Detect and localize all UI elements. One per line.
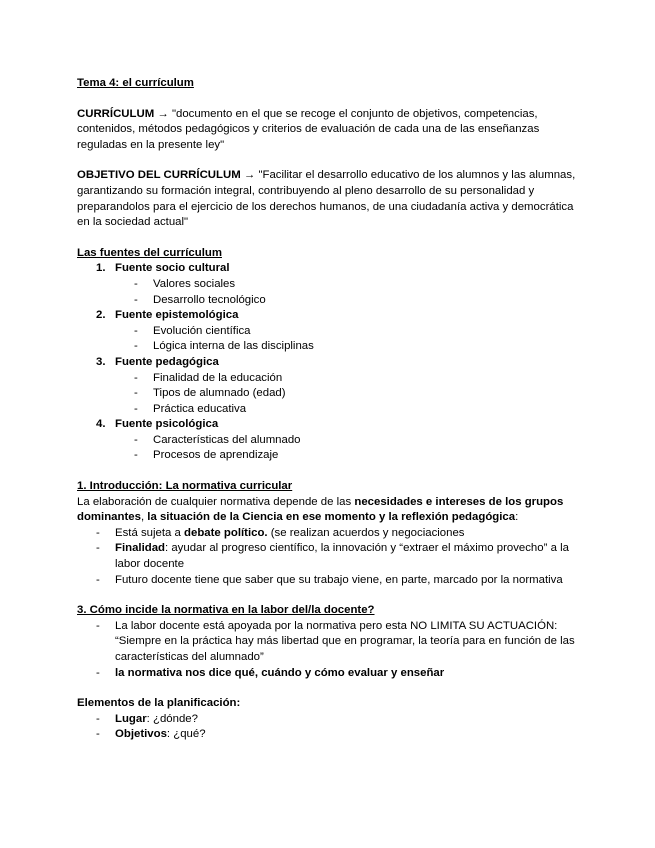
source-sublist (77, 324, 582, 355)
intro-text: La elaboración de cualquier normativa depende de las (77, 495, 355, 508)
source-sublist (77, 371, 582, 418)
item-bold-text: Lugar (115, 712, 147, 725)
section3-heading: 3. Cómo incide la normativa en la labor del/la docente? (77, 604, 375, 617)
planning-heading: Elementos de la planificación: (77, 697, 241, 710)
item-bold-text: Objetivos (115, 728, 167, 741)
curriculum-term: CURRÍCULUM (77, 107, 155, 120)
list-item: - La labor docente está apoyada por la normativa pero esta NO LIMITA SU ACTUACIÓN: “Siempre en la práctica hay más libertad que en programar, la teoría para en función de las características del alumnado” (77, 619, 582, 666)
item-text: : ayudar al progreso científico, la innovación y “extraer el máximo provecho” a la labor docente (115, 542, 569, 571)
intro-text: : (515, 511, 519, 524)
list-item (77, 526, 582, 542)
item-text: (se realizan acuerdos y negociaciones (267, 526, 465, 539)
source-item (77, 355, 582, 417)
intro-paragraph (77, 495, 582, 526)
source-number: 1. (96, 262, 106, 275)
list-item (77, 712, 582, 728)
page-title: Tema 4: el currículum (77, 77, 194, 89)
arrow-icon: → (154, 107, 172, 120)
source-subitem: - Valores sociales (77, 277, 582, 293)
source-number: 2. (96, 309, 106, 322)
source-subitem: - Finalidad de la educación (77, 371, 582, 387)
source-item (77, 417, 582, 464)
objective-definition (77, 168, 582, 230)
source-subitem: - Lógica interna de las disciplinas (77, 339, 582, 355)
curriculum-definition (77, 107, 582, 154)
list-item (77, 541, 582, 572)
source-subitem: - Desarrollo tecnológico (77, 293, 582, 309)
item-text: : ¿dónde? (146, 712, 198, 725)
list-item (77, 666, 582, 682)
item-text: : ¿qué? (166, 728, 206, 741)
arrow-icon: → (240, 169, 259, 182)
item-bold-text: la normativa nos dice qué, cuándo y cómo evaluar y enseñar (115, 666, 445, 679)
source-label: Fuente pedagógica (115, 355, 219, 368)
intro-bold-text: necesidades e intereses de los grupos dominantes (77, 495, 564, 524)
source-subitem: - Evolución científica (77, 324, 582, 340)
intro-list (77, 526, 582, 588)
objective-term: OBJETIVO DEL CURRÍCULUM (77, 169, 241, 182)
source-number: 3. (96, 355, 106, 368)
source-subitem: - Procesos de aprendizaje (77, 448, 582, 464)
intro-heading: 1. Introducción: La normativa curricular (77, 480, 293, 493)
source-label: Fuente epistemológica (115, 309, 239, 322)
intro-text: , (140, 511, 148, 524)
objective-text: "Facilitar el desarrollo educativo de los alumnos y las alumnas, garantizando su formación integral, contribuyendo al pleno desarrollo de su personalidad y preparandolos para el ejercicio de los derechos humanos, de una ciudadanía activa y democrática en la sociedad actual" (77, 169, 576, 229)
source-label: Fuente psicológica (115, 418, 219, 431)
document-page (77, 76, 582, 743)
source-label: Fuente socio cultural (115, 262, 230, 275)
intro-bold-text: la situación de la Ciencia en ese momento y la reflexión pedagógica (147, 511, 516, 524)
source-subitem: - Tipos de alumnado (edad) (77, 386, 582, 402)
source-sublist (77, 433, 582, 464)
sources-list (77, 261, 582, 464)
item-bold-text: debate político. (184, 526, 268, 539)
source-number: 4. (96, 418, 106, 431)
source-sublist (77, 277, 582, 308)
source-item (77, 308, 582, 355)
source-item (77, 261, 582, 308)
item-bold-text: Finalidad (115, 542, 165, 555)
source-subitem: - Práctica educativa (77, 402, 582, 418)
sources-heading: Las fuentes del currículum (77, 246, 222, 259)
source-subitem: - Características del alumnado (77, 433, 582, 449)
list-item (77, 727, 582, 743)
list-item: - Futuro docente tiene que saber que su trabajo viene, en parte, marcado por la normativa (77, 573, 582, 589)
curriculum-text: "documento en el que se recoge el conjunto de objetivos, competencias, contenidos, métodos pedagógicos y criterios de evaluación de cada una de las enseñanzas reguladas en la presente ley" (77, 107, 540, 151)
item-text: Está sujeta a (115, 526, 185, 539)
section3-list (77, 619, 582, 681)
planning-list (77, 712, 582, 743)
